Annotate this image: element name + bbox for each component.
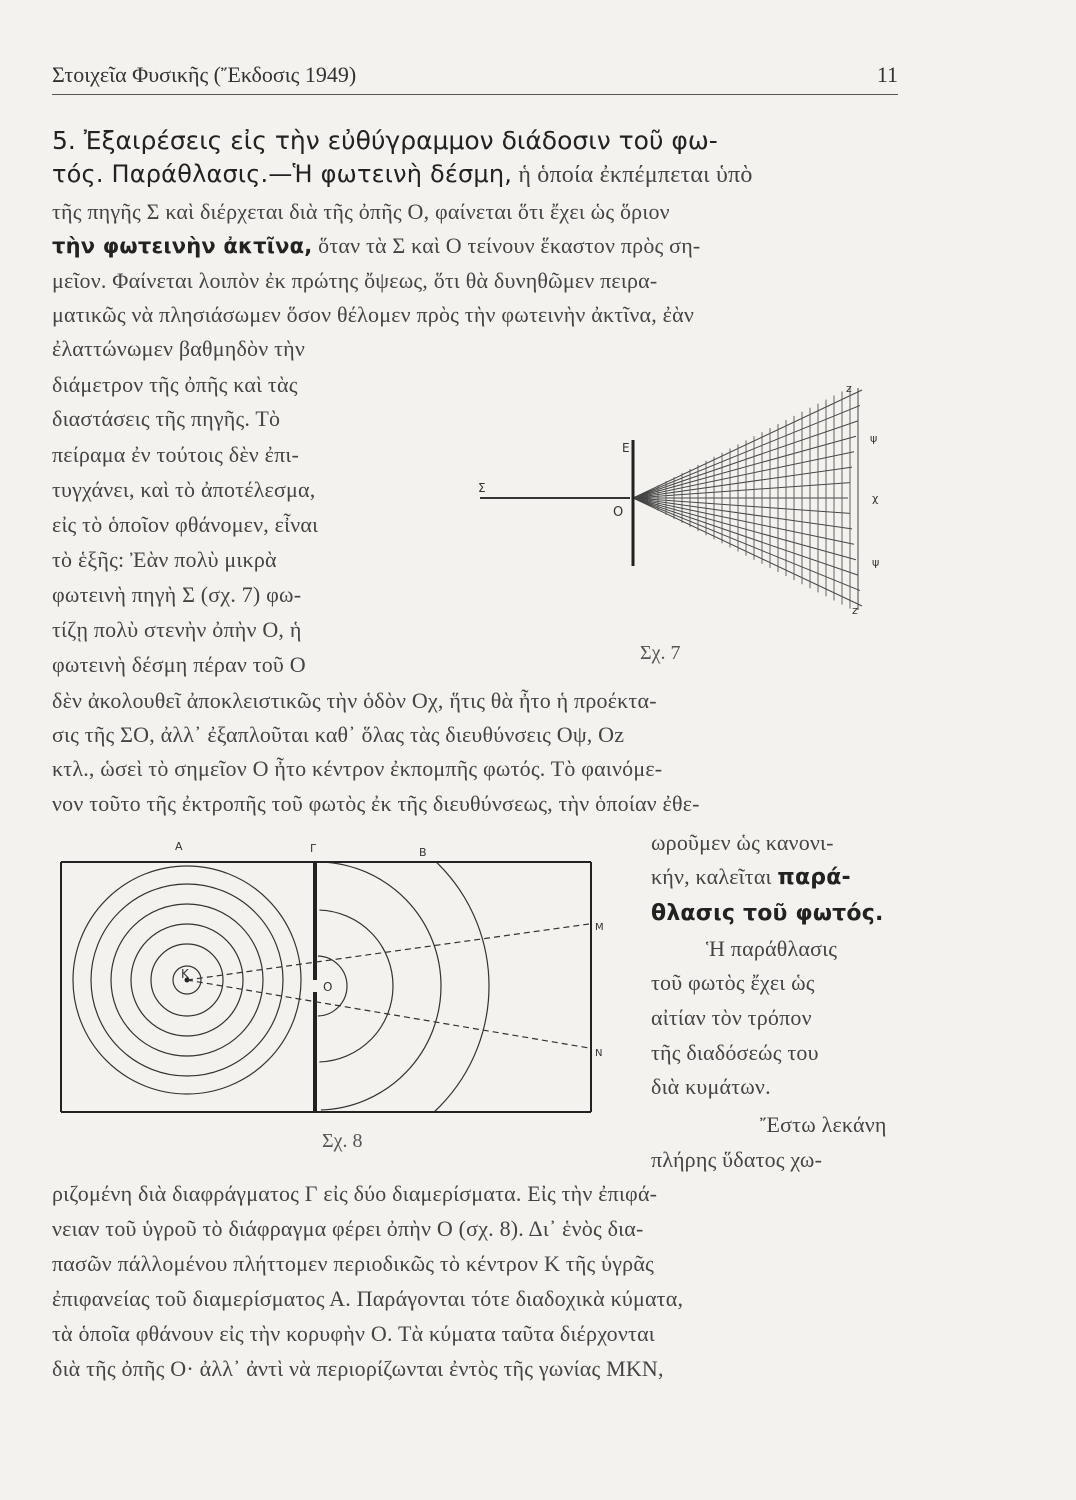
text-line: Ἡ παράθλασις	[706, 936, 838, 961]
wave-fronts	[73, 838, 489, 1128]
fan-ray	[633, 421, 858, 498]
text-line: διὰ τῆς ὀπῆς Ο· ἀλλ᾽ ἀντὶ νὰ περιορίζωνται ἐντὸς τῆς γωνίας ΜΚΝ,	[52, 1356, 664, 1381]
label-k: K	[181, 967, 189, 981]
text-line: φωτεινὴ δέσμη πέραν τοῦ Ο	[52, 652, 306, 677]
text-line: τίζῃ πολὺ στενὴν ὀπὴν Ο, ἡ	[52, 617, 302, 642]
text-line: νειαν τοῦ ὑγροῦ τὸ διάφραγμα φέρει ὀπὴν Ο (σχ. 8). Δι᾽ ἑνὸς δια-	[52, 1216, 644, 1241]
text-span: ὅταν τὰ Σ καὶ Ο τείνουν ἕκαστον πρὸς ση-	[312, 233, 701, 258]
text-line	[651, 864, 851, 890]
term-bold: παρά-	[777, 865, 851, 890]
label-m: M	[595, 922, 604, 933]
term-bold: τὴν φωτεινὴν ἀκτῖνα,	[52, 234, 313, 258]
text-line: εἰς τὸ ὁποῖον φθάνομεν, εἶναι	[52, 512, 319, 537]
text-line	[52, 233, 700, 259]
figure-8-caption: Σχ. 8	[322, 1130, 363, 1152]
text-line: τῆς πηγῆς Σ καὶ διέρχεται διὰ τῆς ὀπῆς Ο, φαίνεται ὅτι ἔχει ὡς ὅριον	[52, 199, 670, 224]
text-line: μεῖον. Φαίνεται λοιπὸν ἐκ πρώτης ὄψεως, ὅτι θὰ δυνηθῶμεν πειρα-	[52, 268, 658, 293]
diffracted-wave-arc	[321, 862, 441, 1110]
text-line: ἐλαττώνωμεν βαθμηδὸν τὴν	[52, 336, 305, 361]
label-screen: E	[622, 441, 630, 455]
text-line: πλήρης ὕδατος χω-	[651, 1147, 823, 1172]
text-line: ἐπιφανείας τοῦ διαμερίσματος Α. Παράγονται τότε διαδοχικὰ κύματα,	[52, 1286, 684, 1311]
label-source: Σ	[478, 481, 486, 495]
figure-8-water-basin	[55, 838, 625, 1128]
figure-7-caption: Σχ. 7	[640, 642, 681, 664]
page-number: 11	[876, 62, 898, 87]
label-a: A	[175, 840, 183, 853]
label-gamma: Γ	[310, 842, 317, 855]
text-line: δὲν ἀκολουθεῖ ἀποκλειστικῶς τὴν ὁδὸν Οχ, ἥτις θὰ ἦτο ἡ προέκτα-	[52, 688, 657, 713]
label-psi-bottom: ψ	[872, 556, 880, 569]
text-span: κήν, καλεῖται	[651, 864, 772, 889]
text-line: σις τῆς ΣΟ, ἀλλ᾽ ἐξαπλοῦται καθ᾽ ὅλας τὰς διευθύνσεις Οψ, Οz	[52, 722, 625, 747]
text-line: φωτεινὴ πηγὴ Σ (σχ. 7) φω-	[52, 582, 302, 607]
text-line: κτλ., ὡσεὶ τὸ σημεῖον Ο ἦτο κέντρον ἐκπομπῆς φωτός. Τὸ φαινόμε-	[52, 756, 663, 781]
text-line	[651, 900, 884, 926]
text-line: τὰ ὁποῖα φθάνουν εἰς τὴν κορυφὴν Ο. Τὰ κύματα ταῦτα διέρχονται	[52, 1321, 655, 1346]
text-line: πείραμα ἐν τούτοις δὲν ἐπι-	[52, 442, 300, 467]
text-line: ματικῶς νὰ πλησιάσωμεν ὅσον θέλομεν πρὸς τὴν φωτεινὴν ἀκτῖνα, ἐὰν	[52, 302, 694, 327]
text-line: νον τοῦτο τῆς ἐκτροπῆς τοῦ φωτὸς ἐκ τῆς διευθύνσεως, τὴν ὁποίαν ἐθε-	[52, 791, 700, 816]
text-line: τῆς διαδόσεώς του	[651, 1040, 819, 1065]
text-line: ριζομένη διὰ διαφράγματος Γ εἰς δύο διαμερίσματα. Εἰς τὴν ἐπιφά-	[52, 1181, 658, 1206]
label-n: N	[595, 1048, 603, 1059]
dashed-line-km	[187, 924, 589, 980]
text-line: διὰ κυμάτων.	[651, 1074, 771, 1099]
fan-rays	[633, 387, 862, 610]
label-z-top: z	[846, 382, 852, 395]
label-x: χ	[872, 492, 879, 505]
label-psi-top: ψ	[870, 432, 878, 445]
text-line: διάμετρον τῆς ὀπῆς καὶ τὰς	[52, 372, 298, 397]
text-line: πασῶν πάλλομένου πλήττομεν περιοδικῶς τὸ κέντρον Κ τῆς ὑγρᾶς	[52, 1251, 654, 1276]
term-bold: θλασις τοῦ φωτός.	[651, 901, 884, 926]
text-line: τὸ ἑξῆς: Ἐὰν πολὺ μικρὰ	[52, 547, 277, 572]
header-rule	[52, 94, 898, 95]
figure-7-diffraction-fan	[470, 370, 900, 660]
section-heading-bold: τός. Παράθλασις.—Ἡ φωτεινὴ δέσμη,	[52, 160, 513, 188]
label-b: B	[419, 846, 427, 859]
label-hole: O	[613, 505, 624, 520]
fan-ray	[633, 498, 858, 575]
running-title: Στοιχεῖα Φυσικῆς (Ἔκδοσις 1949)	[52, 62, 357, 87]
section-title: 5. Ἐξαιρέσεις εἰς τὴν εὐθύγραμμον διάδοσιν τοῦ φω-	[52, 126, 718, 155]
section-title-line2	[52, 160, 753, 189]
text-span: ἡ ὁποία ἐκπέμπεται ὑπὸ	[512, 162, 753, 188]
label-o: O	[323, 980, 333, 994]
label-z-bottom: z	[852, 604, 858, 617]
dashed-line-kn	[187, 980, 589, 1048]
text-line: Ἔστω λεκάνη	[760, 1112, 887, 1137]
text-line: τυγχάνει, καὶ τὸ ἀποτέλεσμα,	[52, 477, 316, 502]
text-line: τοῦ φωτὸς ἔχει ὡς	[651, 970, 815, 995]
text-line: διαστάσεις τῆς πηγῆς. Τὸ	[52, 406, 281, 431]
text-line: αἰτίαν τὸν τρόπον	[651, 1005, 812, 1030]
text-line: ωροῦμεν ὡς κανονι-	[651, 830, 834, 855]
